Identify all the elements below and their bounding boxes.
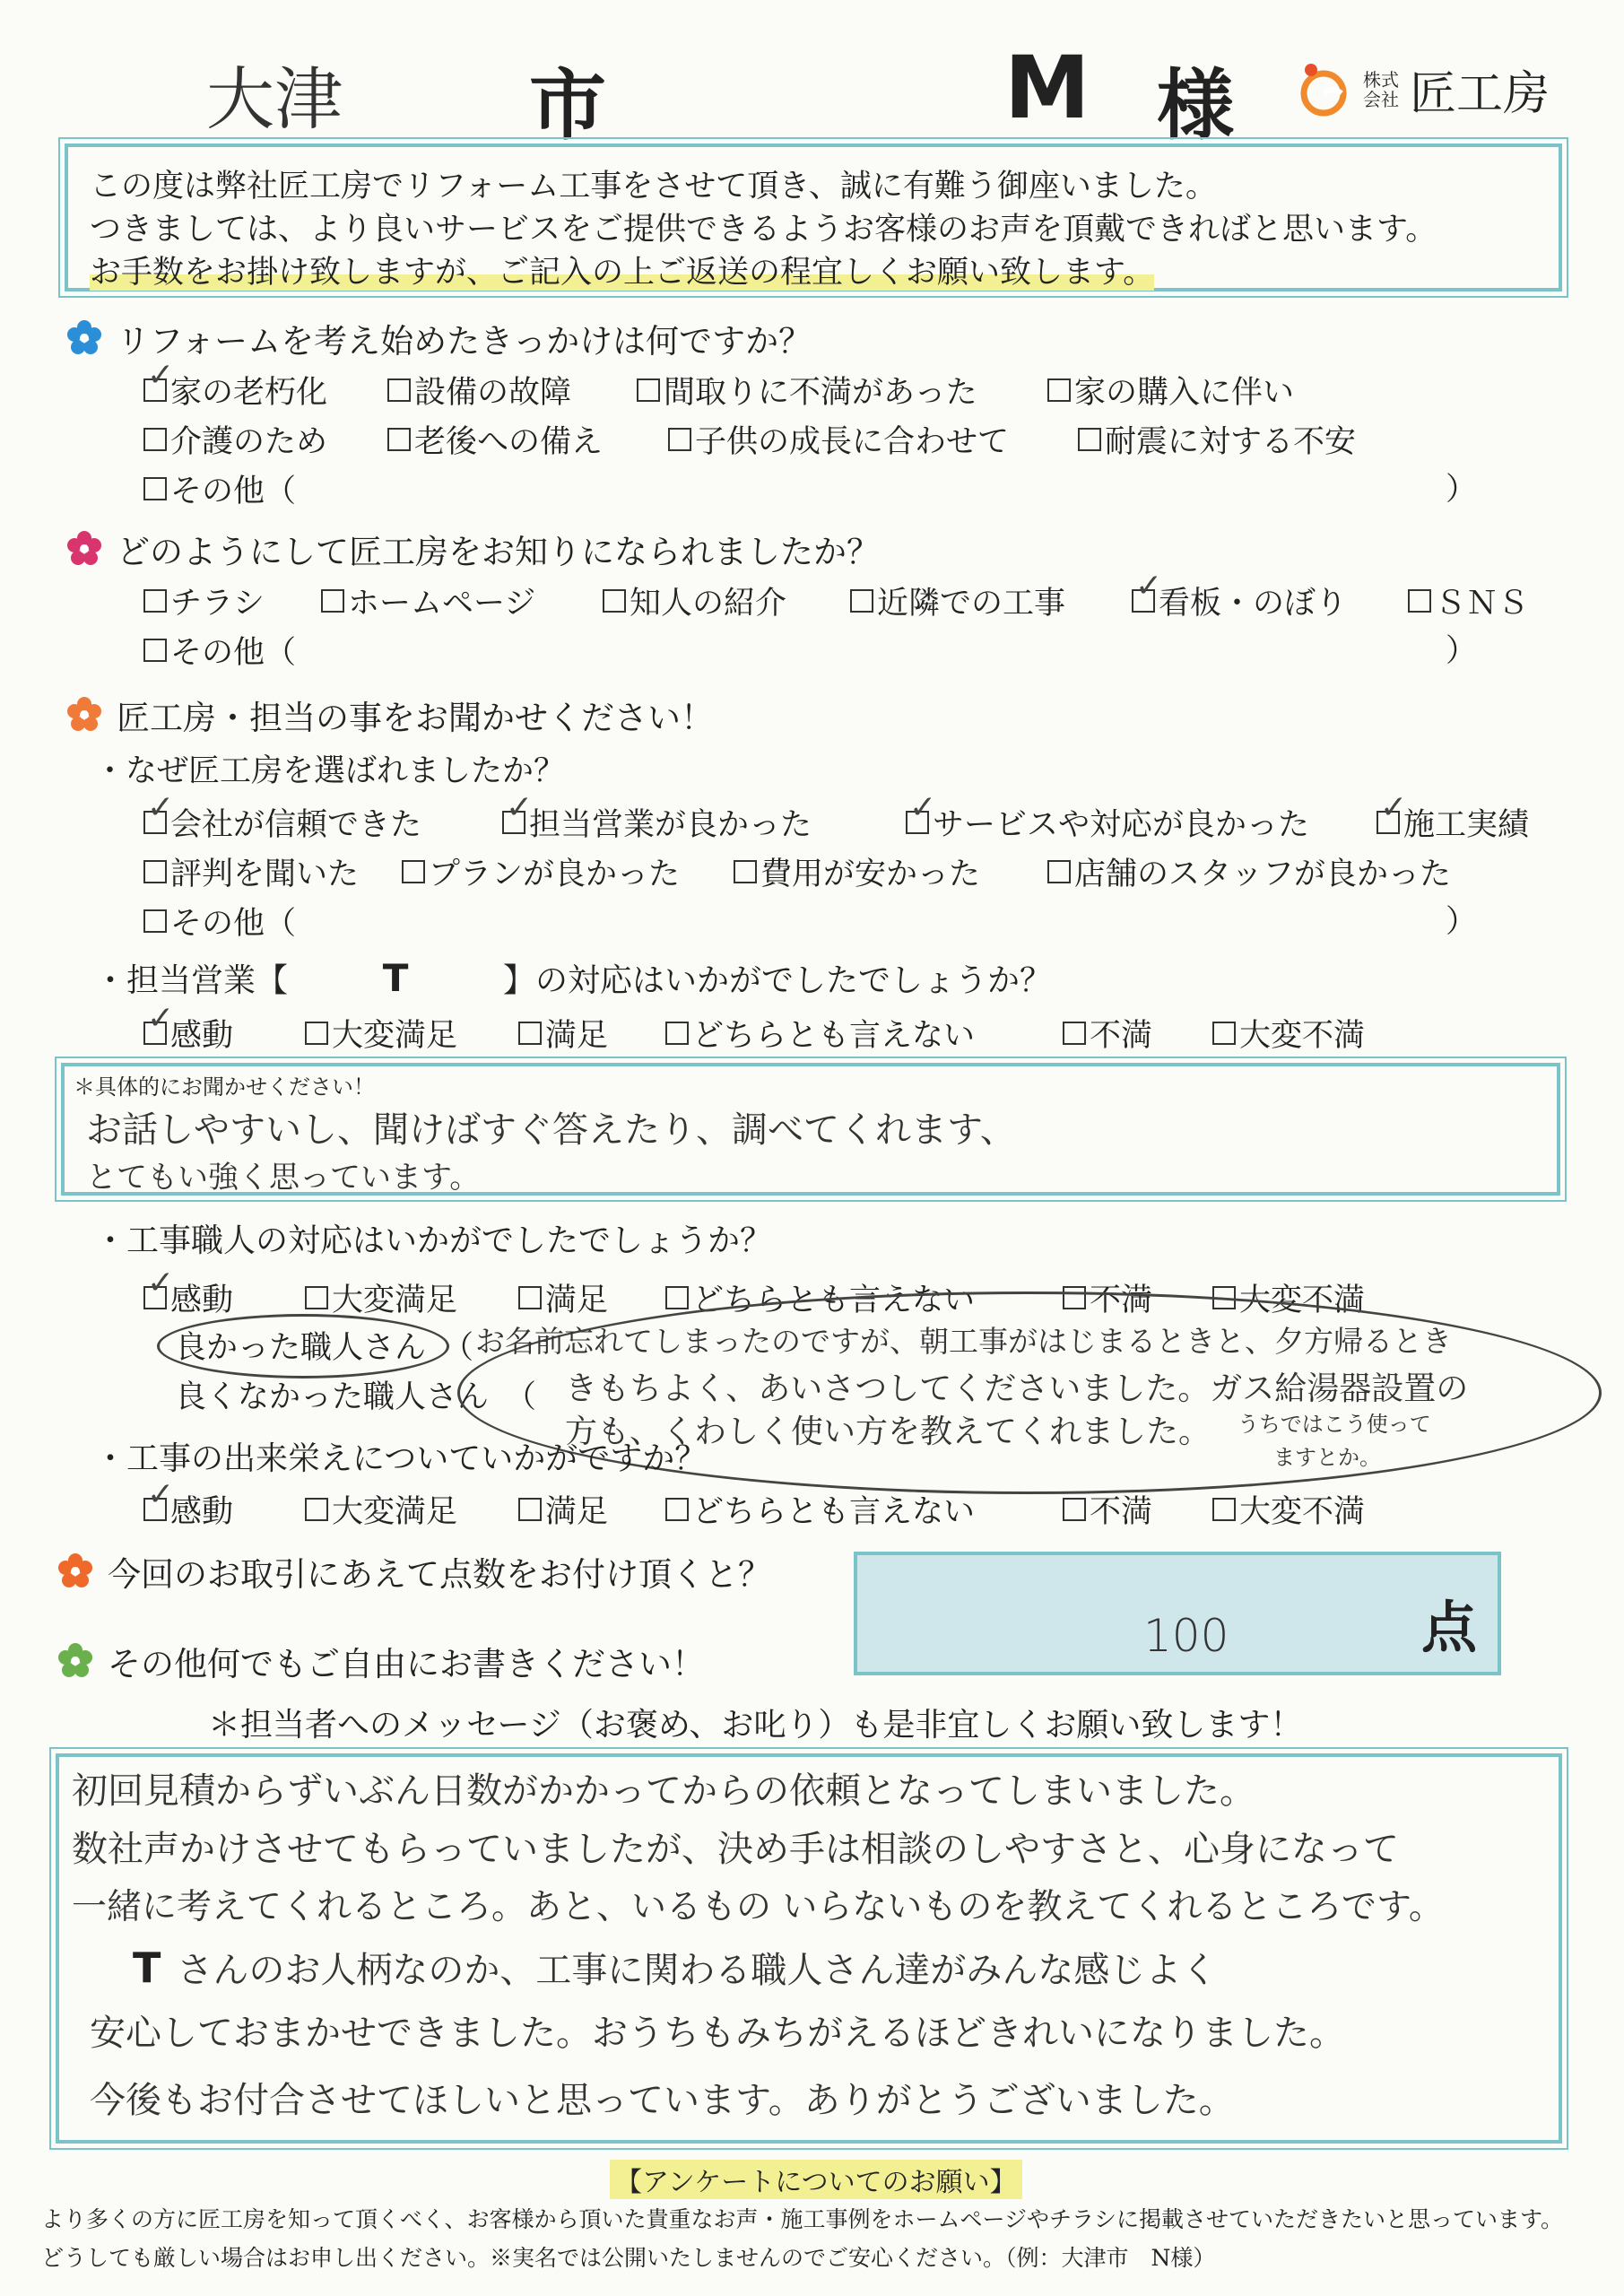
q1-option-roukyuuka[interactable]: ✓ 家の老朽化 xyxy=(143,368,327,413)
checkbox[interactable] xyxy=(143,811,167,834)
checkbox[interactable] xyxy=(906,811,929,834)
checkbox[interactable] xyxy=(502,811,525,834)
sales-rating-fuman[interactable]: 不満 xyxy=(1063,1011,1152,1056)
q1-option-other[interactable]: その他（ xyxy=(143,466,296,511)
q2-heading xyxy=(65,525,880,573)
craftsmen-rating-taihen-manzoku[interactable]: 大変満足 xyxy=(305,1275,457,1320)
q1-option-taishin[interactable]: 耐震に対する不安 xyxy=(1078,417,1356,462)
good-craftsman-label: 良かった職人さん （ xyxy=(175,1330,474,1366)
q2-option-chijin[interactable]: 知人の紹介 xyxy=(603,578,786,623)
q3-option-hiyou[interactable]: 費用が安かった xyxy=(734,849,980,894)
checkbox[interactable] xyxy=(402,860,425,883)
sales-person-name: T xyxy=(382,956,409,1000)
checkbox[interactable] xyxy=(518,1498,542,1521)
quality-rating-fuman[interactable]: 不満 xyxy=(1063,1487,1152,1532)
flower-green-icon xyxy=(56,1641,95,1681)
free-line-2: 数社声かけさせてもらっていましたが、決め手は相談のしやすさと、心身になって xyxy=(72,1829,1399,1870)
quality-rating-kandou[interactable]: ✓ 感動 xyxy=(143,1487,233,1532)
checkbox[interactable] xyxy=(143,428,167,451)
quality-rating-taihen-manzoku[interactable]: 大変満足 xyxy=(305,1487,457,1532)
q1-option-setsubi[interactable]: 設備の故障 xyxy=(387,368,571,413)
q1-title: リフォームを考え始めたきっかけは何ですか？ xyxy=(117,322,812,361)
free-line-4-person: T xyxy=(133,1944,161,1992)
checkbox[interactable] xyxy=(305,1498,328,1521)
q3-option-sekou[interactable]: ✓ 施工実績 xyxy=(1376,800,1529,845)
checkbox[interactable] xyxy=(1047,378,1071,402)
craftsmen-rating-neutral[interactable]: どちらとも言えない xyxy=(665,1275,975,1320)
name-suffix: 様 xyxy=(1157,60,1234,151)
sales-rating-kandou[interactable]: ✓ 感動 xyxy=(143,1011,233,1056)
sales-detail-label: ＊具体的にお聞かせください！ xyxy=(74,1074,375,1100)
logo-name: 匠工房 xyxy=(1410,67,1550,121)
sales-rating-neutral[interactable]: どちらとも言えない xyxy=(665,1011,975,1056)
craftsmen-comment-line-4b: ますとか。 xyxy=(1273,1445,1381,1470)
q1-option-kodomo[interactable]: 子供の成長に合わせて xyxy=(668,417,1009,462)
q3-title: 匠工房・担当の事をお聞かせください！ xyxy=(117,699,714,737)
quality-rating-manzoku[interactable]: 満足 xyxy=(518,1487,608,1532)
craftsmen-question: ・工事職人の対応はいかがでしたでしょうか？ xyxy=(94,1222,773,1259)
sales-detail-line-2: とてもい強く思っています。 xyxy=(86,1160,481,1196)
q2-other-close: ） xyxy=(1446,633,1478,669)
score-heading xyxy=(56,1547,771,1596)
q2-option-kinrin[interactable]: 近隣での工事 xyxy=(850,578,1065,623)
q3-other-close: ） xyxy=(1446,904,1478,940)
logo-swirl-icon xyxy=(1291,57,1356,122)
q1-option-kounyuu[interactable]: 家の購入に伴い xyxy=(1047,368,1294,413)
checkbox[interactable] xyxy=(1063,1498,1086,1521)
sales-rating-taihen-manzoku[interactable]: 大変満足 xyxy=(305,1011,457,1056)
free-line-1: 初回見積からずいぶん日数がかかってからの依頼となってしまいました。 xyxy=(72,1770,1255,1812)
footer-heading: 【アンケートについてのお願い】 xyxy=(610,2160,1022,2199)
intro-line-3: お手数をお掛け致しますが、ご記入の上ご返送の程宜しくお願い致します。 xyxy=(90,255,1155,291)
checkbox[interactable] xyxy=(668,428,691,451)
checkbox[interactable] xyxy=(1063,1022,1086,1045)
q2-title: どのようにして匠工房をお知りになられましたか？ xyxy=(117,533,880,571)
intro-line-1: この度は弊社匠工房でリフォーム工事をさせて頂き、誠に有難う御座いました。 xyxy=(90,169,1217,204)
free-line-6: 今後もお付合させてほしいと思っています。ありがとうございました。 xyxy=(90,2080,1235,2121)
city-suffix: 市 xyxy=(529,60,606,151)
customer-city-handwritten: 大津 xyxy=(206,59,343,139)
checkbox[interactable] xyxy=(143,378,167,402)
flower-pink-icon xyxy=(65,529,104,569)
q2-option-sns[interactable]: ＳＮＳ xyxy=(1408,578,1529,623)
free-title: その他何でもご自由にお書きください！ xyxy=(108,1645,705,1683)
checkbox[interactable] xyxy=(143,1286,167,1309)
q1-option-kaigo[interactable]: 介護のため xyxy=(143,417,327,462)
logo-company-type: 株式会社 xyxy=(1363,68,1399,110)
sales-rating-taihen-fuman[interactable]: 大変不満 xyxy=(1212,1011,1365,1056)
craftsmen-rating-manzoku[interactable]: 満足 xyxy=(518,1275,608,1320)
checkbox[interactable] xyxy=(143,909,167,933)
q2-option-other[interactable]: その他（ xyxy=(143,628,296,673)
checkbox[interactable] xyxy=(143,639,167,662)
checkbox[interactable] xyxy=(1212,1022,1236,1045)
free-line-4: T さんのお人柄なのか、工事に関わる職人さん達がみんな感じよく xyxy=(133,1944,1218,1992)
checkbox[interactable] xyxy=(637,378,660,402)
company-logo xyxy=(1291,56,1550,123)
free-heading xyxy=(56,1637,705,1685)
q2-option-kanban[interactable]: ✓ 看板・のぼり xyxy=(1132,578,1347,623)
q3-heading xyxy=(65,691,714,739)
checkbox[interactable] xyxy=(518,1286,542,1309)
score-unit: 点 xyxy=(1421,1595,1478,1660)
checkbox[interactable] xyxy=(143,860,167,883)
quality-rating-taihen-fuman[interactable]: 大変不満 xyxy=(1212,1487,1365,1532)
q2-option-chirashi[interactable]: チラシ xyxy=(143,578,265,623)
checkbox[interactable] xyxy=(1132,589,1155,613)
checkbox[interactable] xyxy=(603,589,626,613)
checkbox[interactable] xyxy=(1212,1498,1236,1521)
sales-rating-manzoku[interactable]: 満足 xyxy=(518,1011,608,1056)
craftsmen-rating-taihen-fuman[interactable]: 大変不満 xyxy=(1212,1275,1365,1320)
checkbox[interactable] xyxy=(665,1286,689,1309)
checkbox[interactable] xyxy=(305,1022,328,1045)
intro-line-2: つきましては、より良いサービスをご提供できるようお客様のお声を頂戴できればと思います。 xyxy=(90,212,1437,248)
q3-sub-why: ・なぜ匠工房を選ばれましたか？ xyxy=(94,753,566,789)
score-title: 今回のお取引にあえて点数をお付け頂くと？ xyxy=(108,1555,771,1594)
q3-option-kaisha[interactable]: ✓ 会社が信頼できた xyxy=(143,800,421,845)
checkbox[interactable] xyxy=(518,1022,542,1045)
sales-question: ・担当営業【 T 】の対応はいかがでしたでしょうか？ xyxy=(94,956,1053,1000)
craftsmen-rating-fuman[interactable]: 不満 xyxy=(1063,1275,1152,1320)
q1-option-rougo[interactable]: 老後への備え xyxy=(387,417,603,462)
q2-option-homepage[interactable]: ホームページ xyxy=(321,578,535,623)
checkbox[interactable] xyxy=(665,1498,689,1521)
craftsmen-comment-line-4a: うちではこう使って xyxy=(1238,1412,1431,1437)
free-line-3: 一緒に考えてくれるところ。あと、いるもの いらないものを教えてくれるところです。 xyxy=(72,1887,1444,1927)
checkbox[interactable] xyxy=(387,428,411,451)
checkbox[interactable] xyxy=(143,1022,167,1045)
craftsmen-comment-line-3: 方も、くわしく使い方を教えてくれました。 xyxy=(565,1413,1211,1450)
checkbox[interactable] xyxy=(305,1286,328,1309)
checkbox[interactable] xyxy=(143,589,167,613)
score-value: 100 xyxy=(1143,1610,1229,1662)
checkbox[interactable] xyxy=(1047,860,1071,883)
flower-orange-icon xyxy=(56,1552,95,1591)
checkbox[interactable] xyxy=(143,477,167,500)
checkbox[interactable] xyxy=(1376,811,1400,834)
checkbox[interactable] xyxy=(850,589,873,613)
craftsmen-comment-line-1: お名前忘れてしまったのですが、朝工事がはじまるときと、夕方帰るとき xyxy=(475,1324,1452,1359)
free-line-5: 安心しておまかせできました。おうちもみちがえるほどきれいになりました。 xyxy=(90,2013,1345,2054)
q3-option-hyouban[interactable]: 評判を聞いた xyxy=(143,849,359,894)
checkbox[interactable] xyxy=(1408,589,1431,613)
message-prompt: ＊担当者へのメッセージ（お褒め、お叱り）も是非宜しくお願い致します！ xyxy=(208,1707,1303,1744)
checkbox[interactable] xyxy=(734,860,757,883)
checkbox[interactable] xyxy=(387,378,411,402)
quality-rating-neutral[interactable]: どちらとも言えない xyxy=(665,1487,975,1532)
q1-heading xyxy=(65,314,812,362)
quality-question: ・工事の出来栄えについていかがですか？ xyxy=(94,1440,708,1477)
q3-option-service[interactable]: ✓ サービスや対応が良かった xyxy=(906,800,1309,845)
craftsmen-rating-kandou[interactable]: ✓ 感動 xyxy=(143,1275,233,1320)
bad-craftsman-label: 良くなかった職人さん （ xyxy=(175,1379,537,1415)
q3-option-tantou[interactable]: ✓ 担当営業が良かった xyxy=(502,800,812,845)
footer-line-1: より多くの方に匠工房を知って頂くべく、お客様から頂いた貴重なお声・施工事例をホームページやチラシに掲載させていただきたいと思っています。 xyxy=(41,2206,1564,2232)
q3-option-other[interactable]: その他（ xyxy=(143,899,296,944)
checkbox[interactable] xyxy=(665,1022,689,1045)
q1-other-close: ） xyxy=(1446,472,1478,508)
checkbox[interactable] xyxy=(1078,428,1101,451)
customer-name: M xyxy=(1004,38,1090,138)
q3-option-staff[interactable]: 店舗のスタッフが良かった xyxy=(1047,849,1451,894)
footer-line-2: どうしても厳しい場合はお申し出ください。※実名では公開いたしませんのでご安心ください。（例：大津市 N様） xyxy=(41,2245,1216,2271)
flower-blue-icon xyxy=(65,318,104,358)
q3-option-plan[interactable]: プランが良かった xyxy=(402,849,680,894)
checkbox[interactable] xyxy=(321,589,344,613)
sales-detail-line-1: お話しやすいし、聞けばすぐ答えたり、調べてくれます、 xyxy=(86,1109,1016,1151)
craftsmen-comment-line-2: きもちよく、あいさつしてくださいました。ガス給湯器設置の xyxy=(565,1370,1469,1407)
checkbox[interactable] xyxy=(143,1498,167,1521)
flower-orange-icon xyxy=(65,695,104,735)
q1-option-madori[interactable]: 間取りに不満があった xyxy=(637,368,977,413)
